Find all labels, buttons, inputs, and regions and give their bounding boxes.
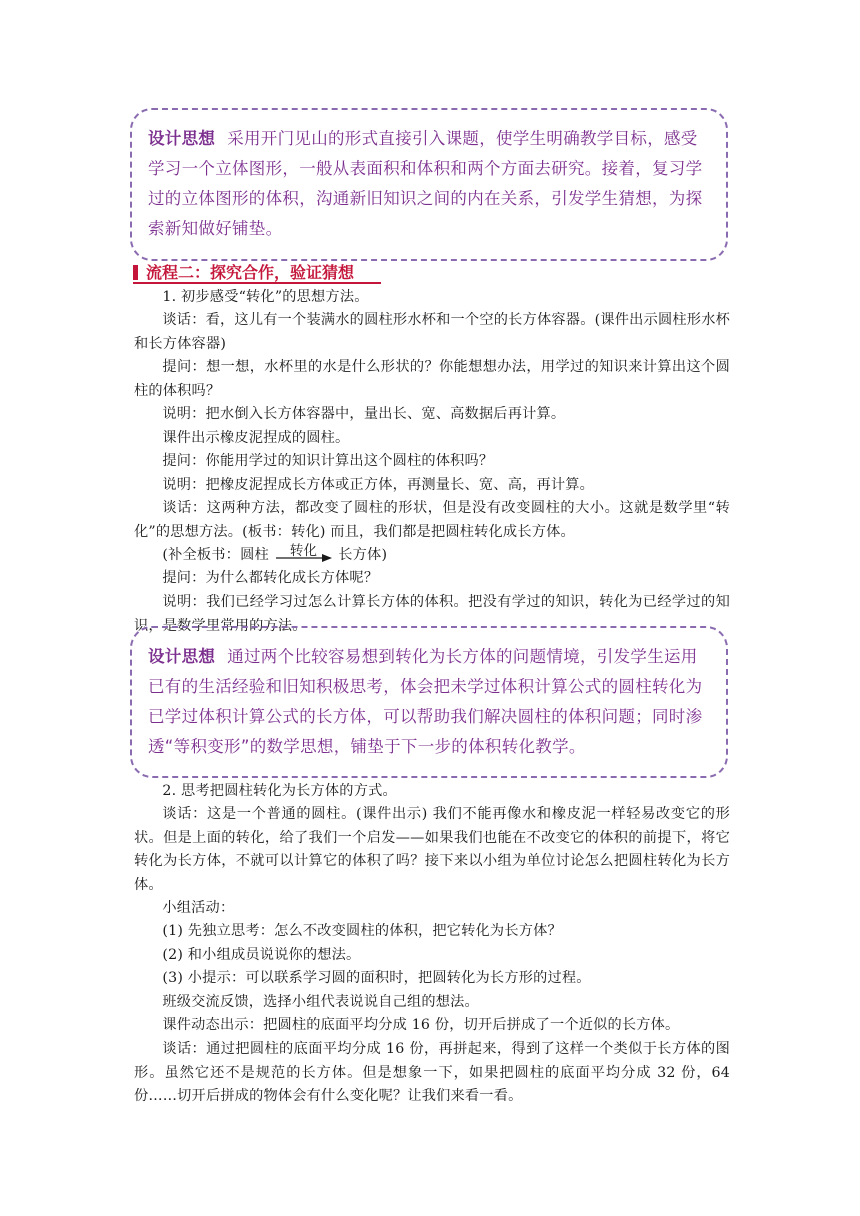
design-thinking-box-2 xyxy=(130,626,728,778)
paragraph: 谈话：通过把圆柱的底面平均分成 16 份，再拼起来，得到了这样一个类似于长方体的图形。虽然它还不是规范的长方体。但是想象一下，如果把圆柱的底面平均分成 32 份，64 份……切开后拼成的物体会有什么变化呢？让我们来看一看。 xyxy=(134,1041,730,1104)
paragraph: 1. 初步感受“转化”的思想方法。 xyxy=(162,289,369,305)
paragraph: 2. 思考把圆柱转化为长方体的方式。 xyxy=(162,783,397,799)
paragraph: (2) 和小组成员说说你的想法。 xyxy=(162,947,361,963)
heading-bar-icon xyxy=(133,265,138,280)
design-thinking-text: 通过两个比较容易想到转化为长方体的问题情境，引发学生运用已有的生活经验和旧知积极思考，体会把未学过体积计算公式的圆柱转化为已学过体积计算公式的长方体，可以帮助我们解决圆柱的体积问题；同时渗透“等积变形”的数学思想，铺垫于下一步的体积转化教学。 xyxy=(148,647,703,756)
arrow-label: 转化 xyxy=(289,543,318,559)
paragraph: 谈话：这两种方法，都改变了圆柱的形状，但是没有改变圆柱的大小。这就是数学里“转化”的思想方法。(板书：转化) 而且，我们都是把圆柱转化成长方体。 xyxy=(134,500,730,540)
design-thinking-text: 采用开门见山的形式直接引入课题，使学生明确教学目标，感受学习一个立体图形，一般从表面积和体积和两个方面去研究。接着，复习学过的立体图形的体积，沟通新旧知识之间的内在关系，引发学生猜想，为探索新知做好铺垫。 xyxy=(148,129,703,238)
paragraph: 说明：把橡皮泥捏成长方体或正方体，再测量长、宽、高，再计算。 xyxy=(162,477,595,493)
paragraph: 谈话：这是一个普通的圆柱。(课件出示) 我们不能再像水和橡皮泥一样轻易改变它的形状。但是上面的转化，给了我们一个启发——如果我们也能在不改变它的体积的前提下，将它转化为长方体，不就可以计算它的体积了吗？接下来以小组为单位讨论怎么把圆柱转化为长方体。 xyxy=(134,806,730,893)
board-prefix: (补全板书：圆柱 xyxy=(162,547,269,563)
paragraph: 小组活动： xyxy=(162,900,235,916)
section-heading xyxy=(133,262,381,284)
arrow-right-icon xyxy=(276,554,332,562)
paragraph: (1) 先独立思考：怎么不改变圆柱的体积，把它转化为长方体？ xyxy=(162,923,562,939)
transform-arrow xyxy=(276,543,332,562)
design-thinking-label: 设计思想 xyxy=(148,647,216,666)
board-suffix: 长方体) xyxy=(338,547,388,563)
paragraph: 说明：我们已经学习过怎么计算长方体的体积。把没有学过的知识，转化为已经学过的知识，是数学里常用的方法。 xyxy=(134,594,730,634)
paragraph: 说明：把水倒入长方体容器中，量出长、宽、高数据后再计算。 xyxy=(162,406,566,422)
design-thinking-box-1 xyxy=(130,108,728,261)
section-heading-text: 流程二：探究合作，验证猜想 xyxy=(146,263,355,282)
paragraph: 课件动态出示：把圆柱的底面平均分成 16 份，切开后拼成了一个近似的长方体。 xyxy=(162,1017,680,1033)
paragraph: 课件出示橡皮泥捏成的圆柱。 xyxy=(162,430,350,446)
design-thinking-label: 设计思想 xyxy=(148,129,216,148)
paragraph: 谈话：看，这儿有一个装满水的圆柱形水杯和一个空的长方体容器。(课件出示圆柱形水杯和长方体容器) xyxy=(134,312,730,352)
paragraph: (3) 小提示：可以联系学习圆的面积时，把圆转化为长方形的过程。 xyxy=(162,970,591,986)
paragraph: 提问：你能用学过的知识计算出这个圆柱的体积吗？ xyxy=(162,453,494,469)
paragraph: 提问：想一想，水杯里的水是什么形状的？你能想想办法，用学过的知识来计算出这个圆柱的体积吗？ xyxy=(134,359,730,399)
paragraph: 班级交流反馈，选择小组代表说说自己组的想法。 xyxy=(162,994,479,1010)
board-line xyxy=(134,544,730,568)
paragraph: 提问：为什么都转化成长方体呢？ xyxy=(162,570,379,586)
